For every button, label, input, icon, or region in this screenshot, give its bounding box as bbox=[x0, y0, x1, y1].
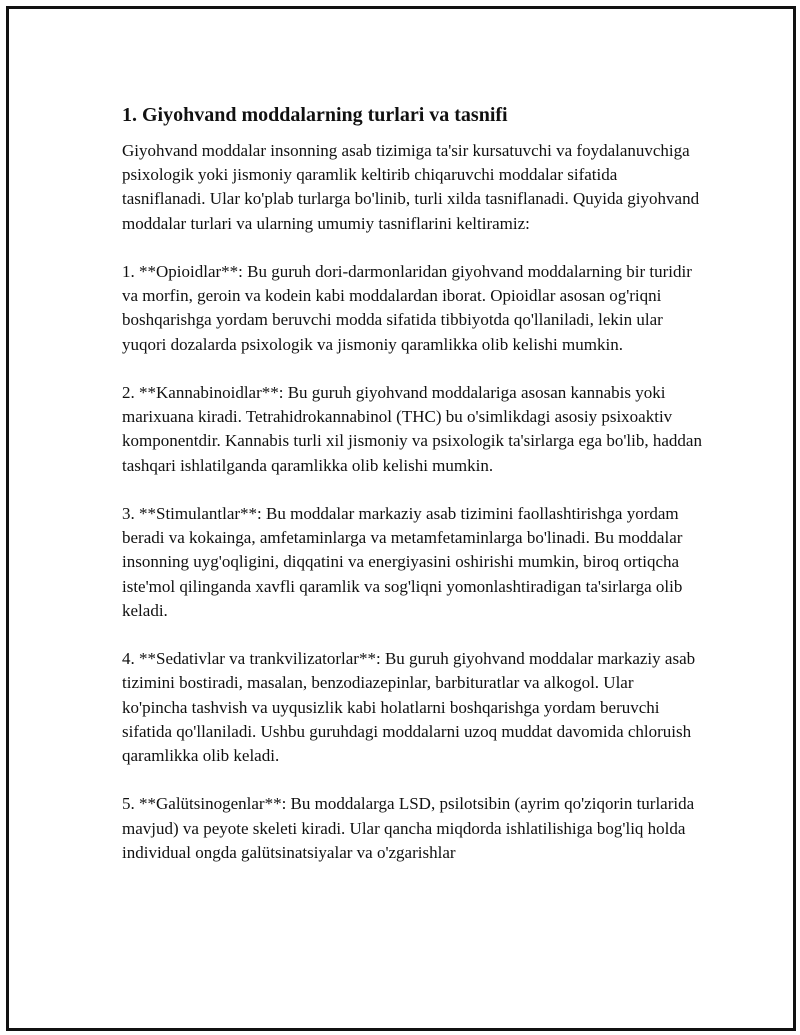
document-body bbox=[122, 101, 702, 889]
section-title: 1. Giyohvand moddalarning turlari va tasnifi bbox=[122, 104, 508, 126]
hallucinogens-paragraph: 5. **Galütsinogenlar**: Bu moddalarga LSD, psilotsibin (ayrim qo'ziqorin turlarida mavjud) va peyote skeleti kiradi. Ular qancha miqdorda ishlatilishiga bog'liq holda individual ongda galütsinatsiyalar va o'zgarishlar bbox=[122, 794, 695, 862]
sedatives-paragraph: 4. **Sedativlar va trankvilizatorlar**: Bu guruh giyohvand moddalar markaziy asab tizimini bostiradi, masalan, benzodiazepinlar, barbituratlar va alkogol. Ular ko'pincha tashvish va uyqusizlik kabi holatlarni boshqarishga yordam beruvchi sifatida qo'llaniladi. Ushbu guruhdagi moddalarni uzoq muddat davomida chloruish qaramlikka olib keladi. bbox=[122, 649, 696, 766]
cannabinoids-paragraph: 2. **Kannabinoidlar**: Bu guruh giyohvand moddalariga asosan kannabis yoki marixuana kiradi. Tetrahidrokannabinol (THC) bu o'simlikdagi asosiy psixoaktiv komponentdir. Kannabis turli xil jismoniy va psixologik ta'sirlarga ega bo'lib, haddan tashqari ishlatilganda qaramlikka olib kelishi mumkin. bbox=[122, 383, 702, 475]
stimulants-paragraph: 3. **Stimulantlar**: Bu moddalar markaziy asab tizimini faollashtirishga yordam beradi va kokainga, amfetaminlarga va metamfetaminlarga bo'linadi. Bu moddalar insonning uyg'oqligini, diqqatini va energiyasini oshirishi mumkin, biroq ortiqcha iste'mol qilinganda xavfli qaramlik va sog'liqni yomonlashtiradigan ta'sirlarga olib keladi. bbox=[122, 504, 683, 620]
page-frame bbox=[6, 6, 796, 1031]
intro-paragraph: Giyohvand moddalar insonning asab tizimiga ta'sir kursatuvchi va foydalanuvchiga psixologik yoki jismoniy qaramlik keltirib chiqaruvchi moddalar sifatida tasniflanadi. Ular ko'plab turlarga bo'linib, turli xilda tasniflanadi. Quyida giyohvand moddalar turlari va ularning umumiy tasniflarini keltiramiz: bbox=[122, 141, 700, 233]
opioids-paragraph: 1. **Opioidlar**: Bu guruh dori-darmonlaridan giyohvand moddalarning bir turidir va morfin, geroin va kodein kabi moddalardan iborat. Opioidlar asosan og'riqni boshqarishga yordam beruvchi modda sifatida tibbiyotda qo'llaniladi, lekin ular yuqori dozalarda psixologik va jismoniy qaramlikka olib kelishi mumkin. bbox=[122, 262, 692, 354]
